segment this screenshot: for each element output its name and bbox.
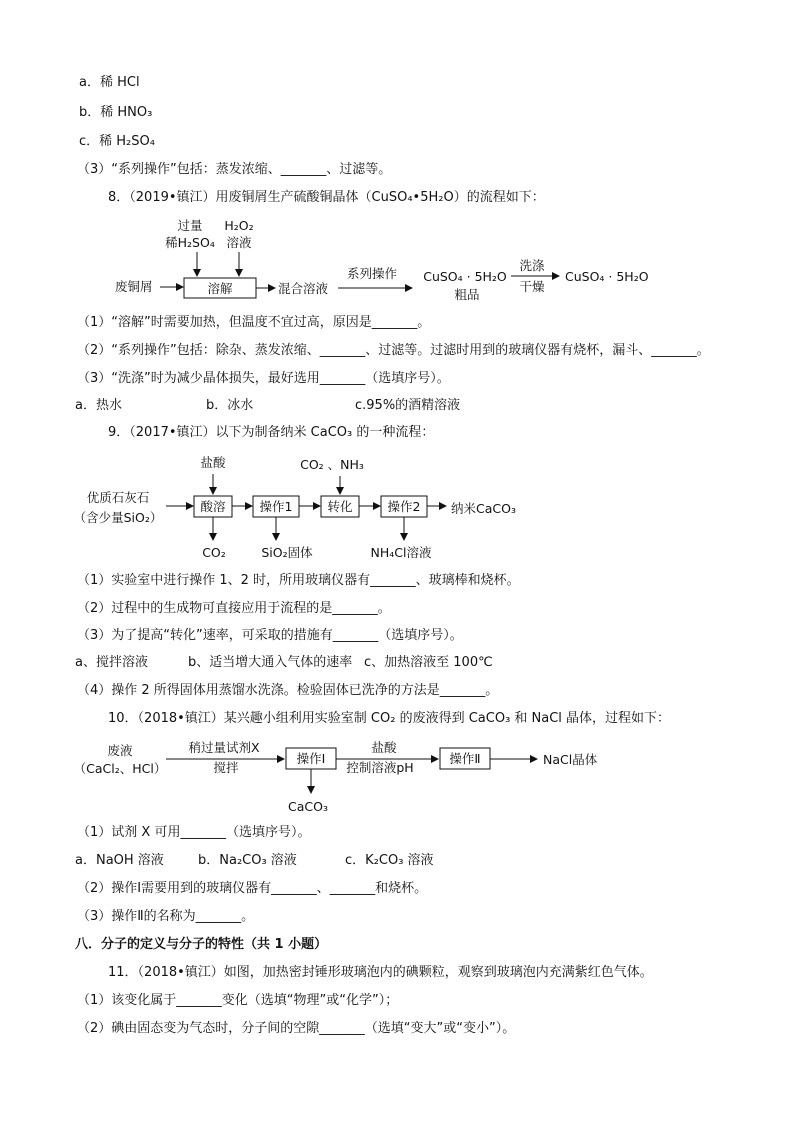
- q9-option-a: a、搅拌溶液: [75, 655, 148, 670]
- q10-start-line2: （CaCl₂、HCl）: [73, 761, 167, 776]
- q8-part2: （2）“系列操作”包括：除杂、蒸发浓缩、_______、过滤等。过滤时用到的玻璃仪器有烧杯，漏斗、_______。: [77, 343, 710, 358]
- q8-op-label: 系列操作: [346, 266, 398, 281]
- q8-start: 废铜屑: [115, 279, 153, 294]
- q8-wash-line2: 干燥: [519, 279, 545, 294]
- q9-gas: CO₂ 、NH₃: [300, 457, 364, 472]
- q9-start-line2: （含少量SiO₂）: [73, 510, 163, 525]
- section-8-heading: 八．分子的定义与分子的特性（共 1 小题）: [75, 937, 328, 952]
- q11-title: 11．（2018•镇江）如图，加热密封锤形玻璃泡内的碘颗粒，观察到玻璃泡内充满紫红色气体。: [108, 965, 653, 980]
- q8-option-a: a．热水: [75, 398, 122, 413]
- q10-option-a: a．NaOH 溶液: [75, 853, 164, 868]
- option-b-hno3: b．稀 HNO₃: [79, 105, 153, 120]
- q9-out3: NH₄Cl溶液: [370, 545, 432, 560]
- q9-out1: CO₂: [202, 545, 226, 560]
- q10-option-b: b．Na₂CO₃ 溶液: [198, 853, 297, 868]
- q10-arrow1-line2: 搅拌: [213, 760, 239, 775]
- q10-title: 10．（2018•镇江）某兴趣小组利用实验室制 CO₂ 的废液得到 CaCO₃ 和 NaCl 晶体，过程如下：: [108, 711, 671, 726]
- q9-end: 纳米CaCO₃: [451, 501, 516, 516]
- q8-option-c: c.95%的酒精溶液: [355, 398, 461, 413]
- q10-option-c: c．K₂CO₃ 溶液: [345, 853, 434, 868]
- q9-part3: （3）为了提高“转化”速率，可采取的措施有_______（选填序号）。: [77, 628, 463, 643]
- q9-box3-label: 转化: [327, 499, 353, 514]
- q8-crude-line2: 粗品: [454, 287, 480, 302]
- q8-box-label: 溶解: [207, 281, 233, 296]
- q8-title: 8．（2019•镇江）用废铜屑生产硫酸铜晶体（CuSO₄•5H₂O）的流程如下：: [108, 190, 545, 205]
- q8-part1: （1）“溶解”时需要加热，但温度不宜过高，原因是_______。: [77, 315, 431, 330]
- q8-part3: （3）“洗涤”时为减少晶体损失，最好选用_______（选填序号）。: [77, 371, 450, 386]
- q9-part2: （2）过程中的生成物可直接应用于流程的是_______。: [77, 601, 391, 616]
- q8-mixture: 混合溶液: [278, 281, 329, 296]
- q9-box4-label: 操作2: [387, 499, 421, 514]
- q8-input2-line1: H₂O₂: [224, 218, 254, 233]
- q9-title: 9．（2017•镇江）以下为制备纳米 CaCO₃ 的一种流程：: [108, 425, 435, 440]
- q8-input1-line2: 稀H₂SO₄: [165, 235, 215, 250]
- q7-part3: （3）“系列操作”包括：蒸发浓缩、_______、过滤等。: [77, 162, 392, 177]
- q8-input2-line2: 溶液: [226, 235, 252, 250]
- q9-part4: （4）操作 2 所得固体用蒸馏水洗涤。检验固体已洗净的方法是_______。: [77, 683, 499, 698]
- q10-start-line1: 废液: [107, 743, 133, 758]
- q8-crude-line1: CuSO₄ · 5H₂O: [423, 269, 507, 284]
- q10-box1-label: 操作Ⅰ: [296, 751, 326, 766]
- q10-part1: （1）试剂 X 可用_______（选填序号）。: [77, 825, 311, 840]
- q8-input1-line1: 过量: [177, 218, 203, 233]
- q9-option-c: c、加热溶液至 100℃: [364, 655, 493, 670]
- q10-box2-label: 操作Ⅱ: [449, 751, 481, 766]
- q9-hcl: 盐酸: [200, 455, 226, 470]
- q9-out2: SiO₂固体: [261, 545, 313, 560]
- q8-end: CuSO₄ · 5H₂O: [565, 269, 649, 284]
- q10-arrow1-line1: 稍过量试剂X: [188, 740, 260, 755]
- q10-arrow2-line2: 控制溶液pH: [346, 760, 414, 775]
- q10-arrow2-line1: 盐酸: [371, 740, 397, 755]
- q8-option-b: b．冰水: [206, 398, 254, 413]
- q8-wash-line1: 洗涤: [519, 258, 545, 273]
- q9-start-line1: 优质石灰石: [86, 490, 150, 505]
- q9-box2-label: 操作1: [259, 499, 293, 514]
- q9-box1-label: 酸溶: [200, 499, 226, 514]
- q11-part1: （1）该变化属于_______变化（选填“物理”或“化学”）；: [77, 993, 399, 1008]
- q9-option-b: b、适当增大通入气体的速率: [188, 655, 353, 670]
- option-c-h2so4: c．稀 H₂SO₄: [79, 134, 155, 149]
- q11-part2: （2）碘由固态变为气态时，分子间的空隙_______（选填“变大”或“变小”）。: [77, 1021, 516, 1036]
- q9-part1: （1）实验室中进行操作 1、2 时，所用玻璃仪器有_______、玻璃棒和烧杯。: [77, 573, 520, 588]
- option-a-hcl: a．稀 HCl: [79, 75, 140, 90]
- q10-out: CaCO₃: [288, 799, 328, 814]
- q10-end: NaCl晶体: [543, 752, 598, 767]
- q10-part3: （3）操作Ⅱ的名称为_______。: [77, 909, 255, 924]
- q10-part2: （2）操作Ⅰ需要用到的玻璃仪器有_______、_______和烧杯。: [77, 881, 428, 896]
